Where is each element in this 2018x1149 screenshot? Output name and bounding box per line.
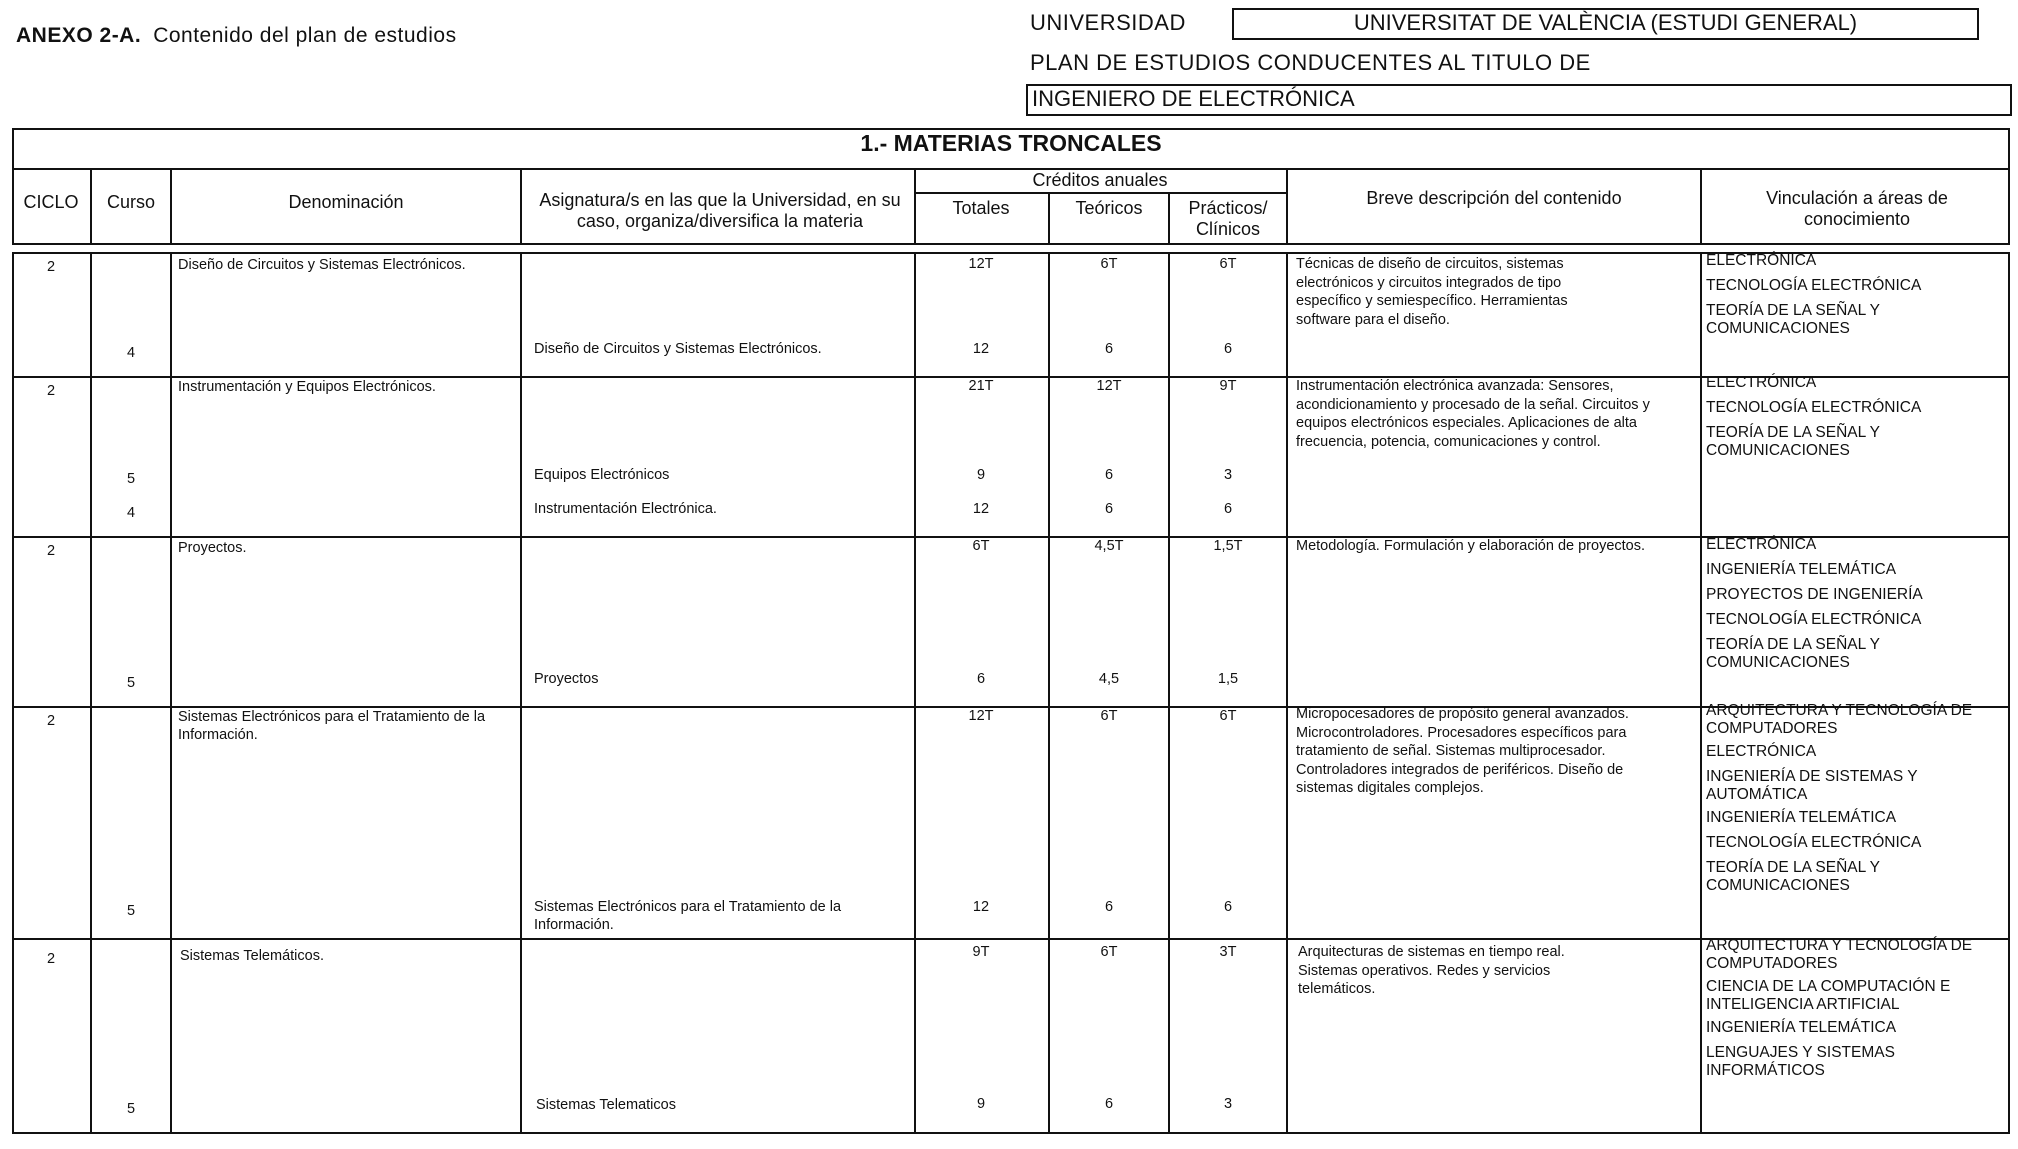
header-practicos: Prácticos/ Clínicos (1188, 198, 1268, 239)
row1-teoricos: 6T (1100, 256, 1118, 272)
row1-area: TECNOLOGÍA ELECTRÓNICA (1706, 277, 1922, 294)
row4-area: INGENIERÍA TELEMÁTICA (1706, 809, 1897, 826)
annex-code: ANEXO 2-A. (16, 24, 142, 47)
header-denominacion: Denominación (288, 192, 404, 212)
row4-ciclo: 2 (46, 713, 56, 729)
row2-descripcion: Instrumentación electrónica avanzada: Sensores, acondicionamiento y procesado de la señal. Circuitos y equipos electrónicos especiales. Aplicaciones de alta frecuencia, potencia, comunicaciones y control. (1296, 378, 1650, 450)
university-name-box: UNIVERSITAT DE VALÈNCIA (ESTUDI GENERAL) (1232, 8, 1979, 40)
col-divider (1700, 168, 1702, 245)
row4-subject1-curso: 5 (126, 903, 136, 919)
row3-denominacion: Proyectos. (178, 540, 247, 556)
row3-area: PROYECTOS DE INGENIERÍA (1706, 586, 1923, 603)
row4-totales: 12T (968, 708, 994, 724)
row4-area: TEORÍA DE LA SEÑAL Y COMUNICACIONES (1706, 859, 1880, 894)
row2-area: TECNOLOGÍA ELECTRÓNICA (1706, 399, 1922, 416)
row3-practicos: 1,5T (1213, 538, 1243, 554)
row3-area: INGENIERÍA TELEMÁTICA (1706, 561, 1897, 578)
credits-divider (914, 192, 1286, 194)
row5-descripcion: Arquitecturas de sistemas en tiempo real. Sistemas operativos. Redes y servicios telemáticos. (1298, 944, 1565, 997)
row2-practicos: 9T (1219, 378, 1237, 394)
row2-subject2-teoricos: 6 (1104, 501, 1114, 517)
row5-totales: 9T (972, 944, 990, 960)
col-divider (170, 252, 172, 1134)
row5-subject1-totales: 9 (976, 1096, 986, 1112)
col-divider (1286, 252, 1288, 1134)
annex-heading (16, 24, 457, 48)
col-divider (90, 252, 92, 1134)
row4-area: INGENIERÍA DE SISTEMAS Y AUTOMÁTICA (1706, 768, 1918, 803)
row1-descripcion: Técnicas de diseño de circuitos, sistemas electrónicos y circuitos integrados de tipo específico y semiespecífico. Herramientas software para el diseño. (1296, 256, 1568, 328)
row2-subject1-practicos: 3 (1223, 467, 1233, 483)
row4-area: TECNOLOGÍA ELECTRÓNICA (1706, 834, 1922, 851)
row2-teoricos: 12T (1096, 378, 1122, 394)
row5-practicos: 3T (1219, 944, 1237, 960)
header-descripcion: Breve descripción del contenido (1366, 188, 1622, 208)
row2-area: TEORÍA DE LA SEÑAL Y COMUNICACIONES (1706, 424, 1880, 459)
header-creditos: Créditos anuales (1032, 170, 1168, 190)
row1-subject1-nombre: Diseño de Circuitos y Sistemas Electrónicos. (534, 341, 822, 357)
row5-denominacion: Sistemas Telemáticos. (180, 948, 324, 964)
header-totales: Totales (952, 198, 1010, 218)
header-vinculacion: Vinculación a áreas de conocimiento (1766, 188, 1948, 229)
row2-subject1-nombre: Equipos Electrónicos (534, 467, 670, 483)
row5-subject1-teoricos: 6 (1104, 1096, 1114, 1112)
row2-denominacion: Instrumentación y Equipos Electrónicos. (178, 379, 436, 395)
row2-subject2-nombre: Instrumentación Electrónica. (534, 501, 717, 517)
row3-area: ELECTRÓNICA (1706, 536, 1817, 553)
section-title: 1.- MATERIAS TRONCALES (860, 130, 1162, 156)
row3-descripcion: Metodología. Formulación y elaboración de proyectos. (1296, 538, 1645, 554)
row4-area: ELECTRÓNICA (1706, 743, 1817, 760)
row4-area: ARQUITECTURA Y TECNOLOGÍA DE COMPUTADORES (1706, 702, 1973, 737)
row3-ciclo: 2 (46, 543, 56, 559)
row5-area: ARQUITECTURA Y TECNOLOGÍA DE COMPUTADORES (1706, 937, 1973, 972)
row2-totales: 21T (968, 378, 994, 394)
header-teoricos: Teóricos (1075, 198, 1143, 218)
row1-area: ELECTRÓNICA (1706, 252, 1817, 269)
row4-subject1-totales: 12 (972, 899, 990, 915)
row2-area: ELECTRÓNICA (1706, 374, 1817, 391)
header-asignaturas: Asignatura/s en las que la Universidad, en su caso, organiza/diversifica la materia (539, 190, 901, 231)
row1-subject1-curso: 4 (126, 345, 136, 361)
row5-area: INGENIERÍA TELEMÁTICA (1706, 1019, 1897, 1036)
row3-area: TECNOLOGÍA ELECTRÓNICA (1706, 611, 1922, 628)
row3-subject1-teoricos: 4,5 (1098, 671, 1120, 687)
row2-subject2-totales: 12 (972, 501, 990, 517)
row4-practicos: 6T (1219, 708, 1237, 724)
row2-subject1-totales: 9 (976, 467, 986, 483)
col-divider (520, 168, 522, 245)
row3-subject1-nombre: Proyectos (534, 671, 599, 687)
row2-ciclo: 2 (46, 383, 56, 399)
row1-subject1-totales: 12 (972, 341, 990, 357)
row4-descripcion: Micropocesadores de propósito general avanzados. Microcontroladores. Procesadores específicos para tratamiento de señal. Sistemas multiprocesador. Controladores integrados de periféricos. Diseño de sistemas digitales complejos. (1296, 706, 1629, 796)
row1-denominacion: Diseño de Circuitos y Sistemas Electrónicos. (178, 257, 466, 273)
row1-area: TEORÍA DE LA SEÑAL Y COMUNICACIONES (1706, 302, 1880, 337)
degree-title-box: INGENIERO DE ELECTRÓNICA (1026, 84, 2012, 116)
row4-subject1-practicos: 6 (1223, 899, 1233, 915)
row3-teoricos: 4,5T (1094, 538, 1124, 554)
university-label: UNIVERSIDAD (1030, 10, 1186, 35)
header-curso: Curso (106, 192, 155, 212)
row3-area: TEORÍA DE LA SEÑAL Y COMUNICACIONES (1706, 636, 1880, 671)
row4-subject1-nombre: Sistemas Electrónicos para el Tratamiento de la Información. (534, 899, 842, 933)
row1-subject1-practicos: 6 (1223, 341, 1233, 357)
annex-title: Contenido del plan de estudios (153, 24, 457, 47)
row5-subject1-nombre: Sistemas Telematicos (536, 1097, 676, 1113)
row4-teoricos: 6T (1100, 708, 1118, 724)
plan-label: PLAN DE ESTUDIOS CONDUCENTES AL TITULO DE (1030, 50, 1591, 75)
col-divider (1700, 252, 1702, 1134)
row1-totales: 12T (968, 256, 994, 272)
row1-ciclo: 2 (46, 259, 56, 275)
row2-subject2-practicos: 6 (1223, 501, 1233, 517)
row4-denominacion: Sistemas Electrónicos para el Tratamiento de la Información. (178, 709, 486, 743)
row5-area: CIENCIA DE LA COMPUTACIÓN E INTELIGENCIA ARTIFICIAL (1706, 978, 1951, 1013)
header-ciclo: CICLO (23, 192, 79, 212)
row3-subject1-totales: 6 (976, 671, 986, 687)
row5-subject1-curso: 5 (126, 1101, 136, 1117)
row3-subject1-practicos: 1,5 (1217, 671, 1239, 687)
row2-subject1-curso: 5 (126, 471, 136, 487)
row1-subject1-teoricos: 6 (1104, 341, 1114, 357)
col-divider (520, 252, 522, 1134)
row5-teoricos: 6T (1100, 944, 1118, 960)
row5-area: LENGUAJES Y SISTEMAS INFORMÁTICOS (1706, 1044, 1895, 1079)
row1-practicos: 6T (1219, 256, 1237, 272)
row4-subject1-teoricos: 6 (1104, 899, 1114, 915)
row2-subject1-teoricos: 6 (1104, 467, 1114, 483)
row5-subject1-practicos: 3 (1223, 1096, 1233, 1112)
row2-subject2-curso: 4 (126, 505, 136, 521)
row3-subject1-curso: 5 (126, 675, 136, 691)
row5-ciclo: 2 (46, 951, 56, 967)
row3-totales: 6T (972, 538, 990, 554)
